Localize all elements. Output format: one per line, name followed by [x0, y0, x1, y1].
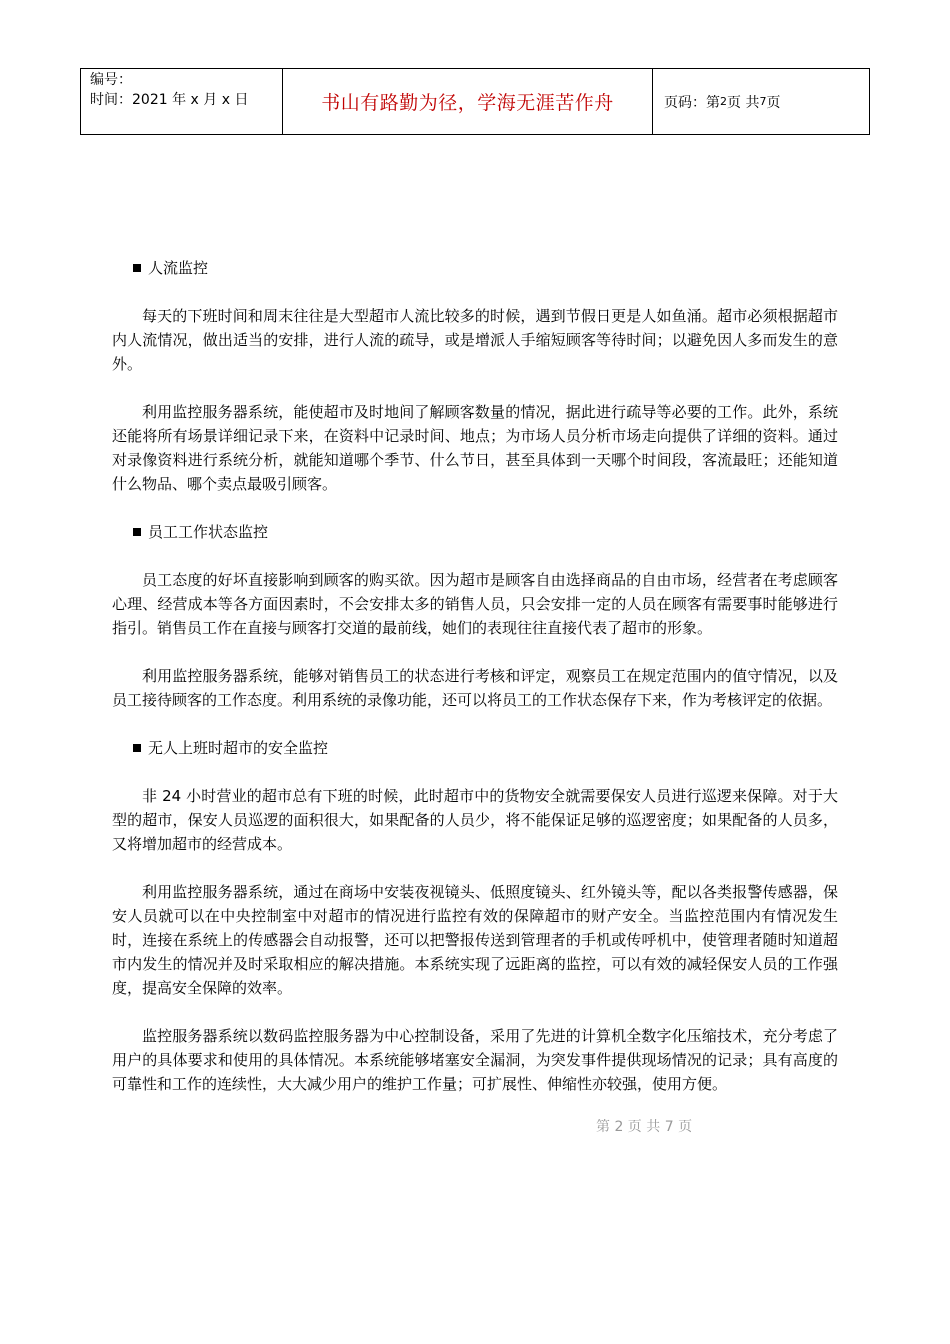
page-current-number: 2 — [720, 95, 727, 108]
header-motto-cell — [283, 69, 653, 134]
square-bullet-icon — [133, 744, 141, 752]
paragraph: 利用监控服务器系统，能使超市及时地间了解顾客数量的情况，据此进行疏导等必要的工作。此外，系统还能将所有场景详细记录下来，在资料中记录时间、地点；为市场人员分析市场走向提供了详细的资料。通过对录像资料进行系统分析，就能知道哪个季节、什么节日，甚至具体到一天哪个时间段，客流最旺；还能知道什么物品、哪个卖点最吸引顾客。 — [112, 403, 838, 493]
square-bullet-icon — [133, 528, 141, 536]
page-label-middle: 页 共 — [727, 94, 760, 111]
section-heading-text: 人流监控 — [148, 259, 209, 277]
paragraph: 员工态度的好坏直接影响到顾客的购买欲。因为超市是顾客自由选择商品的自由市场，经营者在考虑顾客心理、经营成本等各方面因素时，不会安排太多的销售人员，只会安排一定的人员在顾客有需要事时能够进行指引。销售员工作在直接与顾客打交道的最前线，她们的表现往往直接代表了超市的形象。 — [112, 571, 838, 637]
section-heading — [112, 520, 838, 544]
header-meta-cell — [81, 69, 283, 134]
section-heading-text: 员工工作状态监控 — [148, 523, 269, 541]
section-heading — [112, 736, 838, 760]
faded-page-footer: 第 2 页 共 7 页 — [596, 1119, 693, 1135]
page-label-suffix: 页 — [766, 94, 781, 111]
section-heading-text: 无人上班时超市的安全监控 — [148, 739, 329, 757]
square-bullet-icon — [133, 264, 141, 272]
page-label-prefix: 页码：第 — [664, 94, 720, 111]
document-header-table — [80, 68, 870, 135]
document-time-label: 时间：2021 年 x 月 x 日 — [90, 92, 249, 108]
header-motto: 书山有路勤为径，学海无涯苦作舟 — [321, 92, 614, 114]
paragraph: 非 24 小时营业的超市总有下班的时候，此时超市中的货物安全就需要保安人员进行巡逻来保障。对于大型的超市，保安人员巡逻的面积很大，如果配备的人员少，将不能保证足够的巡逻密度；如果配备的人员多，又将增加超市的经营成本。 — [112, 787, 838, 853]
paragraph: 每天的下班时间和周末往往是大型超市人流比较多的时候，遇到节假日更是人如鱼涌。超市必须根据超市内人流情况，做出适当的安排，进行人流的疏导，或是增派人手缩短顾客等待时间；以避免因人多而发生的意外。 — [112, 307, 838, 373]
header-page-cell — [653, 69, 869, 134]
paragraph: 利用监控服务器系统，通过在商场中安装夜视镜头、低照度镜头、红外镜头等，配以各类报警传感器，保安人员就可以在中央控制室中对超市的情况进行监控有效的保障超市的财产安全。当监控范围内有情况发生时，连接在系统上的传感器会自动报警，还可以把警报传送到管理者的手机或传呼机中，使管理者随时知道超市内发生的情况并及时采取相应的解决措施。本系统实现了远距离的监控，可以有效的减轻保安人员的工作强度，提高安全保障的效率。 — [112, 883, 838, 997]
page-total-number: 7 — [759, 95, 767, 108]
paragraph: 利用监控服务器系统，能够对销售员工的状态进行考核和评定，观察员工在规定范围内的值守情况，以及员工接待顾客的工作态度。利用系统的录像功能，还可以将员工的工作状态保存下来，作为考核评定的依据。 — [112, 667, 838, 709]
document-number-label: 编号： — [90, 72, 132, 88]
section-heading — [112, 256, 838, 280]
paragraph: 监控服务器系统以数码监控服务器为中心控制设备，采用了先进的计算机全数字化压缩技术，充分考虑了用户的具体要求和使用的具体情况。本系统能够堵塞安全漏洞，为突发事件提供现场情况的记录；具有高度的可靠性和工作的连续性，大大减少用户的维护工作量；可扩展性、伸缩性亦较强，使用方便。 — [112, 1027, 838, 1093]
document-body — [112, 256, 838, 1096]
